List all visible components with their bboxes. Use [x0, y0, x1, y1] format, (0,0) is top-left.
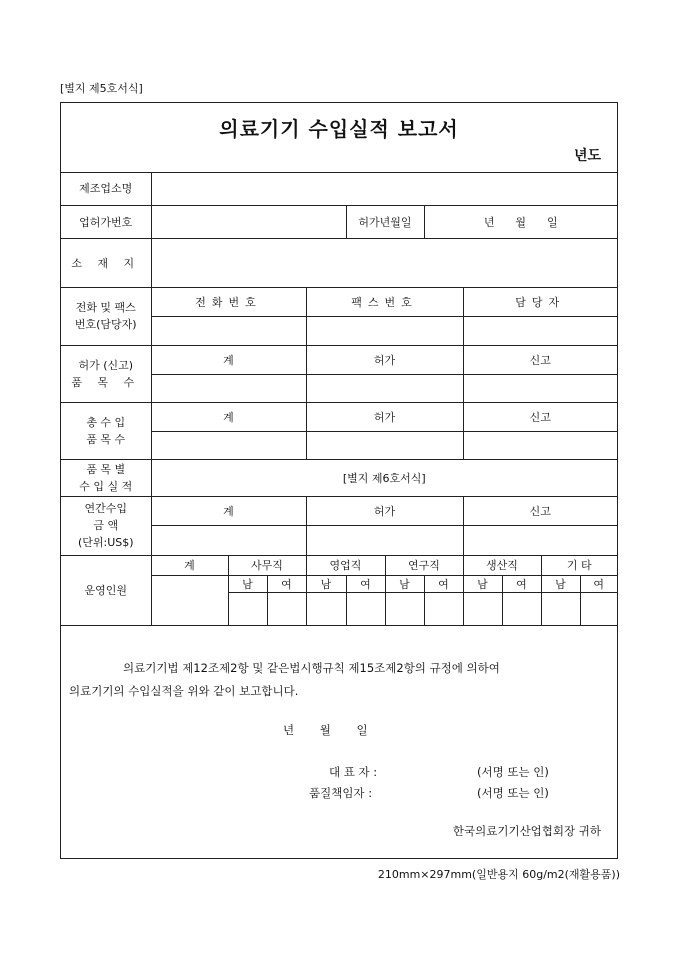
total-import-header-row — [61, 402, 617, 431]
staff-total-field[interactable] — [151, 575, 228, 625]
annual-license-field[interactable] — [306, 525, 463, 555]
fax-header: 팩스번호 — [306, 287, 463, 316]
office-female-header: 여 — [267, 575, 306, 592]
approved-report-field[interactable] — [463, 374, 617, 402]
manager-field[interactable] — [463, 316, 617, 345]
manager-header: 담당자 — [463, 287, 617, 316]
license-no-label: 업허가번호 — [61, 205, 151, 238]
research-male-field[interactable] — [385, 592, 424, 625]
office-male-field[interactable] — [228, 592, 267, 625]
quality-manager-line — [309, 785, 569, 801]
location-label: 소 재 지 — [61, 238, 151, 287]
location-row — [61, 238, 617, 287]
itemwise-reference: [별지 제6호서식] — [151, 459, 617, 496]
annual-report-field[interactable] — [463, 525, 617, 555]
contact-label-line1: 전화 및 팩스 — [75, 301, 136, 314]
approved-license-header: 허가 — [306, 345, 463, 374]
itemwise-label-line1: 품 목 별 — [86, 462, 126, 476]
staff-label: 운영인원 — [61, 555, 151, 625]
report-table — [61, 172, 617, 626]
manufacturer-field[interactable] — [151, 172, 617, 205]
form-number-label: [별지 제5호서식] — [60, 82, 143, 95]
itemwise-label — [61, 459, 151, 496]
approved-items-label-line2: 품 목 수 — [71, 375, 141, 389]
recipient: 한국의료기기산업협회장 귀하 — [452, 824, 601, 838]
other-male-header: 남 — [541, 575, 580, 592]
office-female-field[interactable] — [267, 592, 306, 625]
import-total-field[interactable] — [151, 431, 306, 459]
annual-amount-label-line2: 금 액 — [93, 519, 119, 532]
production-female-field[interactable] — [502, 592, 541, 625]
statement-area — [61, 637, 617, 858]
production-male-header: 남 — [463, 575, 502, 592]
report-form — [60, 102, 618, 859]
staff-total-header: 계 — [151, 555, 228, 575]
sales-female-header: 여 — [346, 575, 385, 592]
annual-header-row — [61, 496, 617, 525]
report-date-line: 년 월 일 — [283, 723, 368, 737]
approved-total-header: 계 — [151, 345, 306, 374]
license-date-field[interactable]: 년 월 일 — [424, 205, 617, 238]
staff-category-row — [61, 555, 617, 575]
annual-total-header: 계 — [151, 496, 306, 525]
office-male-header: 남 — [228, 575, 267, 592]
annual-total-field[interactable] — [151, 525, 306, 555]
representative-line — [329, 764, 569, 780]
statement-line-2: 의료기기의 수입실적을 위와 같이 보고합니다. — [69, 684, 299, 698]
phone-field[interactable] — [151, 316, 306, 345]
annual-amount-label-line1: 연간수입 — [84, 502, 127, 515]
other-female-field[interactable] — [580, 592, 617, 625]
manufacturer-row — [61, 172, 617, 205]
total-import-label-line2: 품 목 수 — [86, 432, 126, 446]
itemwise-label-line2: 수 입 실 적 — [79, 479, 133, 493]
approved-total-field[interactable] — [151, 374, 306, 402]
research-male-header: 남 — [385, 575, 424, 592]
fax-field[interactable] — [306, 316, 463, 345]
import-license-field[interactable] — [306, 431, 463, 459]
year-label: 년도 — [573, 148, 601, 164]
annual-license-header: 허가 — [306, 496, 463, 525]
page-title: 의료기기 수입실적 보고서 — [219, 117, 459, 141]
approved-items-label — [61, 345, 151, 402]
sales-male-field[interactable] — [306, 592, 346, 625]
statement-line-1: 의료기기법 제12조제2항 및 같은법시행규칙 제15조제2항의 규정에 의하여 — [123, 661, 500, 675]
sales-male-header: 남 — [306, 575, 346, 592]
contact-label-line2: 번호(담당자) — [74, 318, 137, 331]
itemwise-row — [61, 459, 617, 496]
paper-spec-footer: 210mm×297mm(일반용지 60g/m2(재활용품)) — [377, 868, 620, 881]
location-field[interactable] — [151, 238, 617, 287]
approved-report-header: 신고 — [463, 345, 617, 374]
contact-label — [61, 287, 151, 345]
quality-manager-sign[interactable]: (서명 또는 인) — [477, 786, 549, 800]
research-female-field[interactable] — [424, 592, 463, 625]
staff-other-header: 기 타 — [541, 555, 617, 575]
representative-sign[interactable]: (서명 또는 인) — [477, 765, 549, 779]
production-male-field[interactable] — [463, 592, 502, 625]
sales-female-field[interactable] — [346, 592, 385, 625]
phone-header: 전화번호 — [151, 287, 306, 316]
license-row — [61, 205, 617, 238]
production-female-header: 여 — [502, 575, 541, 592]
staff-research-header: 연구직 — [385, 555, 463, 575]
manufacturer-label: 제조업소명 — [61, 172, 151, 205]
research-female-header: 여 — [424, 575, 463, 592]
staff-office-header: 사무직 — [228, 555, 306, 575]
approved-license-field[interactable] — [306, 374, 463, 402]
contact-header-row — [61, 287, 617, 316]
approved-items-label-line1: 허가 (신고) — [78, 358, 134, 372]
representative-label: 대 표 자 : — [329, 765, 378, 779]
total-import-label — [61, 402, 151, 459]
staff-production-header: 생산직 — [463, 555, 541, 575]
other-female-header: 여 — [580, 575, 617, 592]
license-date-label: 허가년월일 — [346, 205, 424, 238]
staff-sales-header: 영업직 — [306, 555, 385, 575]
license-no-field[interactable] — [151, 205, 346, 238]
approved-header-row — [61, 345, 617, 374]
annual-report-header: 신고 — [463, 496, 617, 525]
title-area — [61, 103, 617, 173]
import-report-field[interactable] — [463, 431, 617, 459]
import-total-header: 계 — [151, 402, 306, 431]
import-license-header: 허가 — [306, 402, 463, 431]
annual-amount-label-line3: (단위:US$) — [77, 536, 134, 549]
annual-amount-label — [61, 496, 151, 555]
other-male-field[interactable] — [541, 592, 580, 625]
quality-manager-label: 품질책임자 : — [309, 786, 373, 800]
import-report-header: 신고 — [463, 402, 617, 431]
total-import-label-line1: 총 수 입 — [86, 415, 126, 429]
